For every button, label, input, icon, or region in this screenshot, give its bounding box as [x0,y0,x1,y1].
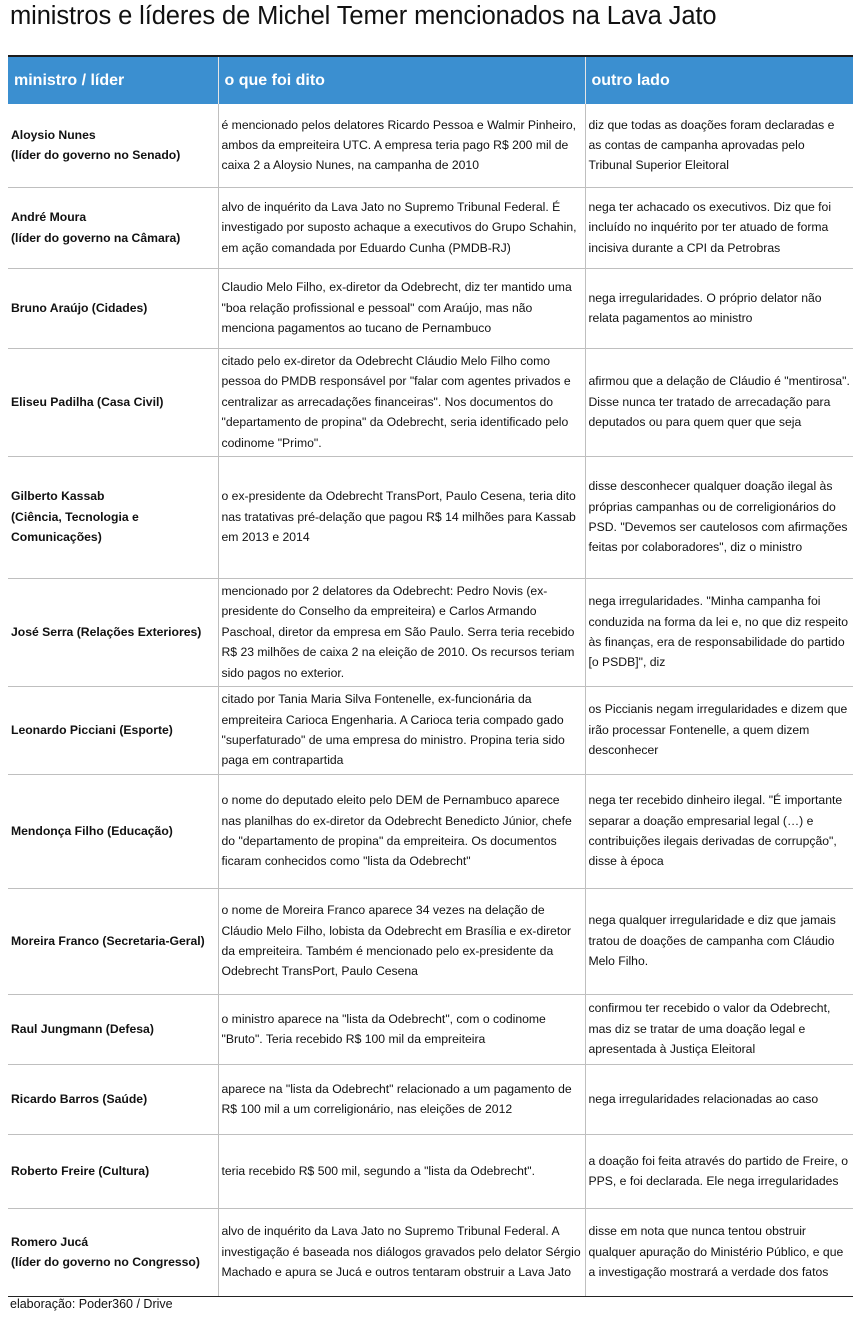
minister-name [8,578,218,686]
minister-name [8,104,218,187]
other-side-response: disse desconhecer qualquer doação ilegal às próprias campanhas ou de correligionários do PSD. "Devemos ser cautelosos com afirmações feitas por colaboradores", diz o ministro [585,456,853,578]
minister-name [8,994,218,1064]
other-side-response: nega irregularidades. "Minha campanha foi conduzida na forma da lei e, no que diz respeito às finanças, era de responsabilidade do partido [o PSDB]", diz [585,578,853,686]
what-was-said: o nome do deputado eleito pelo DEM de Pernambuco aparece nas planilhas do ex-diretor da Odebrecht Benedicto Júnior, chefe do "departamento de propina" da empreiteira. Os documentos ficaram conhecidos como "lista da Odebrecht" [218,774,585,888]
minister-name-line: Aloysio Nunes [11,127,96,142]
minister-name [8,268,218,348]
header-said: o que foi dito [218,56,585,104]
table-row [8,104,853,187]
other-side-response: nega qualquer irregularidade e diz que jamais tratou de doações de campanha com Cláudio Melo Filho. [585,888,853,994]
what-was-said: teria recebido R$ 500 mil, segundo a "lista da Odebrecht". [218,1134,585,1208]
table-row [8,888,853,994]
table-row [8,187,853,268]
table-row [8,268,853,348]
table-row [8,686,853,774]
other-side-response: a doação foi feita através do partido de Freire, o PPS, e foi declarada. Ele nega irregularidades [585,1134,853,1208]
minister-name [8,187,218,268]
other-side-response: disse em nota que nunca tentou obstruir qualquer apuração do Ministério Público, e que a investigação mostrará a verdade dos fatos [585,1208,853,1296]
minister-name-line: Bruno Araújo (Cidades) [11,300,148,315]
minister-name-line: (líder do governo no Congresso) [11,1255,200,1269]
minister-name-line: Eliseu Padilha (Casa Civil) [11,394,164,409]
what-was-said: é mencionado pelos delatores Ricardo Pessoa e Walmir Pinheiro, ambos da empreiteira UTC. A empresa teria pago R$ 200 mil de caixa 2 a Aloysio Nunes, na campanha de 2010 [218,104,585,187]
minister-name [8,774,218,888]
minister-name-line: (líder do governo na Câmara) [11,230,181,245]
table-row [8,1208,853,1296]
minister-name-line: Romero Jucá [11,1234,89,1249]
what-was-said: aparece na "lista da Odebrecht" relacionado a um pagamento de R$ 100 mil a um correligionário, nas eleições de 2012 [218,1064,585,1134]
table-row [8,994,853,1064]
minister-name [8,1134,218,1208]
minister-name-line: Ricardo Barros (Saúde) [11,1091,148,1106]
minister-name-line: (Ciência, Tecnologia e [11,509,139,524]
minister-name [8,456,218,578]
other-side-response: os Piccianis negam irregularidades e dizem que irão processar Fontenelle, a quem dizem desconhecer [585,686,853,774]
minister-name-line: Gilberto Kassab [11,489,105,504]
other-side-response: afirmou que a delação de Cláudio é "mentirosa". Disse nunca ter tratado de arrecadação para deputados ou para quem quer que seja [585,348,853,456]
other-side-response: diz que todas as doações foram declaradas e as contas de campanha aprovadas pelo Tribunal Superior Eleitoral [585,104,853,187]
minister-name [8,888,218,994]
what-was-said: Claudio Melo Filho, ex-diretor da Odebrecht, diz ter mantido uma "boa relação profissional e pessoal" com Araújo, mas não menciona pagamentos ao tucano de Pernambuco [218,268,585,348]
minister-name-line: Raul Jungmann (Defesa) [11,1021,154,1036]
minister-name-line: Moreira Franco (Secretaria-Geral) [11,933,205,948]
what-was-said: o ministro aparece na "lista da Odebrecht", com o codinome "Bruto". Teria recebido R$ 100 mil da empreiteira [218,994,585,1064]
table-row [8,774,853,888]
ministers-table [8,55,853,1297]
other-side-response: nega irregularidades. O próprio delator não relata pagamentos ao ministro [585,268,853,348]
other-side-response: confirmou ter recebido o valor da Odebrecht, mas diz se tratar de uma doação legal e apresentada à Justiça Eleitoral [585,994,853,1064]
minister-name-line: Roberto Freire (Cultura) [11,1163,150,1178]
table-row [8,578,853,686]
other-side-response: nega ter achacado os executivos. Diz que foi incluído no inquérito por ter atuado de forma incisiva durante a CPI da Petrobras [585,187,853,268]
minister-name [8,1208,218,1296]
page-title: ministros e líderes de Michel Temer mencionados na Lava Jato [10,2,717,30]
minister-name-line: Leonardo Picciani (Esporte) [11,722,173,737]
minister-name-line: André Moura [11,210,87,225]
what-was-said: mencionado por 2 delatores da Odebrecht: Pedro Novis (ex-presidente do Conselho da empreiteira) e Carlos Armando Paschoal, diretor da empresa em São Paulo. Serra teria recebido R$ 23 milhões de caixa 2 na eleição de 2010. Os recursos teriam sido pagos no exterior. [218,578,585,686]
header-minister: ministro / líder [8,56,218,104]
minister-name-line: Comunicações) [11,530,102,545]
table-row [8,1064,853,1134]
footer-credit: elaboração: Poder360 / Drive [10,1297,173,1311]
minister-name [8,348,218,456]
table-row [8,1134,853,1208]
what-was-said: citado pelo ex-diretor da Odebrecht Cláudio Melo Filho como pessoa do PMDB responsável por "falar com agentes privados e centralizar as arrecadações financeiras". Nos documentos do "departamento de propina" da Odebrecht, seria identificado pelo codinome "Primo". [218,348,585,456]
minister-name-line: Mendonça Filho (Educação) [11,823,173,838]
minister-name-line: José Serra (Relações Exteriores) [11,624,202,639]
what-was-said: citado por Tania Maria Silva Fontenelle, ex-funcionária da empreiteira Carioca Engenharia. A Carioca teria compado gado "superfaturado" de uma empresa do ministro. Propina teria sido paga em contrapartida [218,686,585,774]
table-header-row [8,56,853,104]
other-side-response: nega irregularidades relacionadas ao caso [585,1064,853,1134]
table-row [8,456,853,578]
minister-name [8,1064,218,1134]
minister-name [8,686,218,774]
table-row [8,348,853,456]
what-was-said: o nome de Moreira Franco aparece 34 vezes na delação de Cláudio Melo Filho, lobista da Odebrecht em Brasília e ex-diretor da empreiteira. Também é mencionado pelo ex-presidente da Odebrecht TransPort, Paulo Cesena [218,888,585,994]
header-other-side: outro lado [585,56,853,104]
what-was-said: alvo de inquérito da Lava Jato no Supremo Tribunal Federal. A investigação é baseada nos diálogos gravados pelo delator Sérgio Machado e apura se Jucá e outros tentaram obstruir a Lava Jato [218,1208,585,1296]
other-side-response: nega ter recebido dinheiro ilegal. "É importante separar a doação empresarial legal (…) e contribuições ilegais derivadas de corrupção", disse à época [585,774,853,888]
what-was-said: o ex-presidente da Odebrecht TransPort, Paulo Cesena, teria dito nas tratativas pré-delação que pagou R$ 14 milhões para Kassab em 2013 e 2014 [218,456,585,578]
minister-name-line: (líder do governo no Senado) [11,148,181,163]
what-was-said: alvo de inquérito da Lava Jato no Supremo Tribunal Federal. É investigado por suposto achaque a executivos do Grupo Schahin, em ação comandada por Eduardo Cunha (PMDB-RJ) [218,187,585,268]
